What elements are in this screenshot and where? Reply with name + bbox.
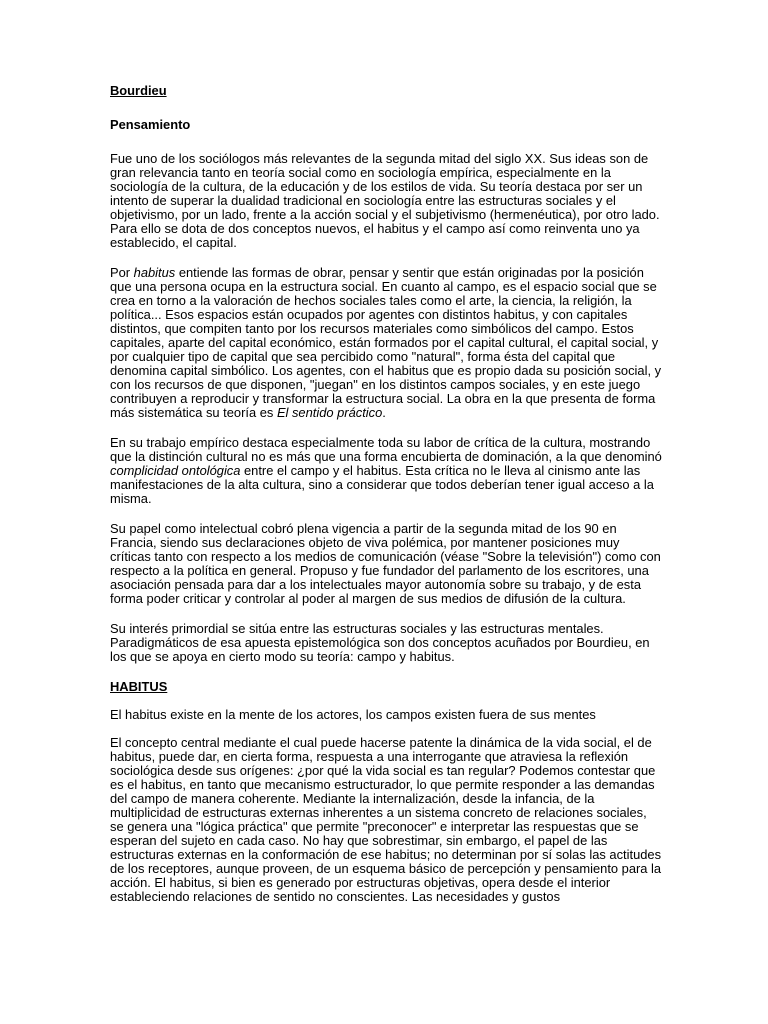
document-title: Bourdieu — [110, 83, 167, 98]
paragraph-3-lead: En su trabajo empírico destaca especialmente toda su labor de crítica de la cultura, mostrando que la distinción cultural no es más que una forma encubierta de dominación, a la que denominó — [110, 435, 662, 464]
document-body — [110, 84, 662, 920]
paragraph-4: Su papel como intelectual cobró plena vigencia a partir de la segunda mitad de los 90 en Francia, siendo sus declaraciones objeto de viva polémica, por mantener posiciones muy críticas tanto con respecto a los medios de comunicación (véase "Sobre la televisión") como con respecto a la política en general. Propuso y fue fundador del parlamento de los escritores, una asociación pensada para dar a los intelectuales mayor autonomía sobre su trabajo, y de esta forma poder criticar y controlar al poder al margen de sus medios de difusión de la cultura. — [110, 521, 661, 606]
work-title: El sentido práctico — [276, 405, 383, 420]
paragraph-1: Fue uno de los sociólogos más relevantes de la segunda mitad del siglo XX. Sus ideas son de gran relevancia tanto en teoría social como en sociología empírica, especialmente en la sociología de la cultura, de la educación y de los estilos de vida. Su teoría destaca por ser un intento de superar la dualidad tradicional en sociología entre las estructuras sociales y el objetivismo, por un lado, frente a la acción social y el subjetivismo (hermenéutica), por otro lado. Para ello se dota de dos conceptos nuevos, el habitus y el campo así como reinventa uno ya establecido, el capital. — [110, 151, 660, 250]
paragraph-3-end: entre el campo y el habitus. Esta crítica no le lleva al cinismo ante las manifestaciones de la alta cultura, sino a considerar que todos deberían tener igual acceso a la misma. — [110, 463, 654, 506]
section-heading-habitus: HABITUS — [110, 679, 168, 694]
paragraph-3 — [110, 436, 662, 506]
paragraph-2-body: entiende las formas de obrar, pensar y sentir que están originadas por la posición que una persona ocupa en la estructura social. En cuanto al campo, es el espacio social que se crea en torno a la valoración de hechos sociales tales como el arte, la ciencia, la religión, la política... Esos espacios están ocupados por agentes con distintos habitus, y con capitales distintos, que compiten tanto por los recursos materiales como simbólicos del campo. Estos capitales, aparte del capital económico, están formados por el capital cultural, el capital social, y por cualquier tipo de capital que sea percibido como "natural", forma ésta del capital que denomina capital simbólico. Los agentes, con el habitus que es propio dada su posición social, y con los recursos de que disponen, "juegan" en los distintos campos sociales, y en este juego contribuyen a reproducir y transformar la estructura social. La obra en la que presenta de forma más sistemática su teoría es — [110, 265, 662, 420]
term-complicidad: complicidad ontológica — [110, 463, 241, 478]
paragraph-2 — [110, 266, 662, 420]
paragraph-5: Su interés primordial se sitúa entre las estructuras sociales y las estructuras mentales. Paradigmáticos de esa apuesta epistemológica son dos conceptos acuñados por Bourdieu, en los que se apoya en cierto modo su teoría: campo y habitus. — [110, 621, 650, 664]
paragraph-2-end: . — [382, 405, 386, 420]
paragraph-2-lead: Por — [110, 265, 134, 280]
section-subtitle: Pensamiento — [110, 117, 191, 132]
paragraph-6: El concepto central mediante el cual puede hacerse patente la dinámica de la vida social, el de habitus, puede dar, en cierta forma, respuesta a una interrogante que atraviesa la reflexión sociológica desde sus orígenes: ¿por qué la vida social es tan regular? Podemos contestar que es el habitus, en tanto que mecanismo estructurador, lo que permite responder a las demandas del campo de manera coherente. Mediante la internalización, desde la infancia, de la multiplicidad de estructuras externas inherentes a un sistema concreto de relaciones sociales, se genera una "lógica práctica" que permite "preconocer" e interpretar las respuestas que se esperan del sujeto en cada caso. No hay que sobrestimar, sin embargo, el papel de las estructuras externas en la conformación de ese habitus; no determinan por sí solas las actitudes de los receptores, aunque proveen, de un esquema básico de percepción y pensamiento para la acción. El habitus, si bien es generado por estructuras objetivas, opera desde el interior estableciendo relaciones de sentido no conscientes. Las necesidades y gustos — [110, 735, 662, 904]
term-habitus: habitus — [133, 265, 176, 280]
habitus-statement: El habitus existe en la mente de los actores, los campos existen fuera de sus mentes — [110, 707, 596, 722]
